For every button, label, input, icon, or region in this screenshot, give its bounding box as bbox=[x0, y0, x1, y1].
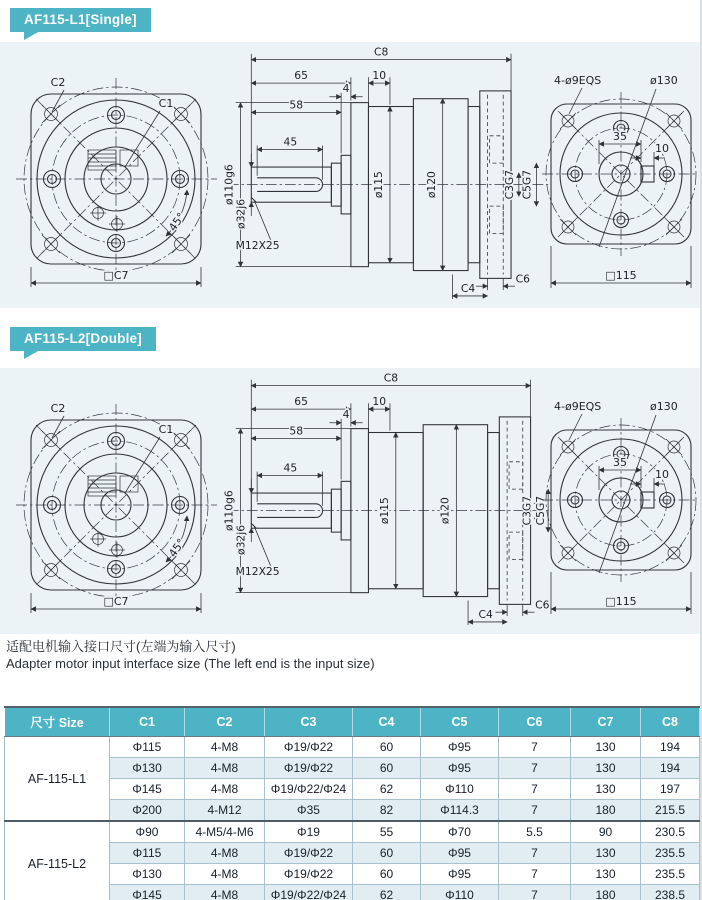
label-45: 45 bbox=[283, 461, 298, 475]
table-cell: 130 bbox=[571, 758, 641, 779]
section-badge-l2: AF115-L2[Double] bbox=[10, 327, 156, 351]
table-cell: Φ200 bbox=[110, 800, 185, 822]
table-cell: 4-M8 bbox=[185, 864, 265, 885]
table-row bbox=[5, 864, 700, 885]
label-dia120: ø120 bbox=[438, 497, 452, 525]
table-cell: 7 bbox=[499, 779, 571, 800]
table-cell: 4-M8 bbox=[185, 885, 265, 900]
table-cell: 90 bbox=[571, 821, 641, 843]
column-header-c1: C1 bbox=[110, 707, 185, 737]
label-dia130: ø130 bbox=[650, 400, 678, 413]
table-cell: Φ19/Φ22 bbox=[265, 843, 353, 864]
label-c5g7: C5G7 bbox=[534, 495, 548, 526]
table-cell: 235.5 bbox=[641, 843, 700, 864]
table-cell: Φ95 bbox=[421, 737, 499, 758]
table-cell: Φ35 bbox=[265, 800, 353, 822]
column-header-c7: C7 bbox=[571, 707, 641, 737]
table-cell: 60 bbox=[353, 843, 421, 864]
label-10: 10 bbox=[372, 69, 387, 83]
table-cell: Φ70 bbox=[421, 821, 499, 843]
table-cell: 55 bbox=[353, 821, 421, 843]
table-cell: 180 bbox=[571, 800, 641, 822]
label-c6: C6 bbox=[535, 598, 550, 612]
label-45deg: 45° bbox=[166, 210, 189, 234]
label-c4: C4 bbox=[478, 608, 493, 622]
table-cell: Φ19/Φ22/Φ24 bbox=[265, 779, 353, 800]
column-header-c4: C4 bbox=[353, 707, 421, 737]
table-cell: Φ95 bbox=[421, 843, 499, 864]
table-cell: Φ110 bbox=[421, 779, 499, 800]
table-cell: Φ19/Φ22 bbox=[265, 864, 353, 885]
label-35: 35 bbox=[613, 130, 627, 143]
caption-en: Adapter motor input interface size (The left end is the input size) bbox=[6, 656, 375, 671]
table-cell: Φ145 bbox=[110, 779, 185, 800]
front-view-drawing-l2 bbox=[14, 370, 219, 630]
label-pilot-dia: ø110g6 bbox=[222, 490, 236, 531]
table-cell: 194 bbox=[641, 737, 700, 758]
label-c2: C2 bbox=[50, 402, 66, 415]
label-c3g7: C3G7 bbox=[502, 169, 516, 200]
side-view-drawing-l1 bbox=[222, 40, 554, 299]
table-cell: 5.5 bbox=[499, 821, 571, 843]
label-65: 65 bbox=[294, 69, 308, 83]
label-10r: 10 bbox=[655, 142, 669, 155]
table-cell: 197 bbox=[641, 779, 700, 800]
table-cell: 60 bbox=[353, 864, 421, 885]
table-cell: Φ19/Φ22 bbox=[265, 758, 353, 779]
label-58: 58 bbox=[289, 98, 304, 112]
caption-zh: 适配电机输入接口尺寸(左端为输入尺寸) bbox=[6, 639, 236, 654]
spec-table bbox=[4, 706, 700, 900]
table-row bbox=[5, 758, 700, 779]
table-cell: 82 bbox=[353, 800, 421, 822]
label-c1: C1 bbox=[158, 423, 174, 436]
table-cell: 60 bbox=[353, 737, 421, 758]
table-cell: 7 bbox=[499, 885, 571, 900]
table-cell: 7 bbox=[499, 843, 571, 864]
label-4: 4 bbox=[342, 407, 350, 421]
table-cell: 4-M8 bbox=[185, 758, 265, 779]
table-row bbox=[5, 885, 700, 900]
table-cell: 4-M8 bbox=[185, 737, 265, 758]
rear-view-drawing-l1 bbox=[542, 44, 700, 304]
table-row bbox=[5, 821, 700, 843]
label-shaft-dia: ø32j6 bbox=[234, 198, 248, 229]
table-cell: 60 bbox=[353, 758, 421, 779]
label-65: 65 bbox=[294, 395, 308, 409]
front-keyway-detail bbox=[88, 476, 138, 558]
table-cell: Φ115 bbox=[110, 737, 185, 758]
section-badge-l1: AF115-L1[Single] bbox=[10, 8, 151, 32]
table-cell: Φ95 bbox=[421, 864, 499, 885]
table-cell: 130 bbox=[571, 779, 641, 800]
label-dia130: ø130 bbox=[650, 74, 678, 87]
table-cell: Φ19 bbox=[265, 821, 353, 843]
label-10r: 10 bbox=[655, 468, 669, 481]
label-c6: C6 bbox=[515, 272, 530, 286]
front-view-drawing-l1 bbox=[14, 44, 219, 304]
label-c4: C4 bbox=[460, 282, 476, 296]
table-cell: 194 bbox=[641, 758, 700, 779]
table-cell: 7 bbox=[499, 758, 571, 779]
label-tap: M12X25 bbox=[235, 239, 280, 253]
column-header-c2: C2 bbox=[185, 707, 265, 737]
label-c7: □C7 bbox=[103, 269, 129, 282]
label-c1: C1 bbox=[158, 97, 174, 110]
size-group-label: AF-115-L2 bbox=[5, 821, 110, 900]
label-4: 4 bbox=[342, 81, 350, 95]
label-c7: □C7 bbox=[103, 595, 129, 608]
column-header-c8: C8 bbox=[641, 707, 700, 737]
label-c2: C2 bbox=[50, 76, 66, 89]
front-keyway-detail bbox=[88, 150, 138, 232]
label-58: 58 bbox=[289, 424, 304, 438]
label-dia120: ø120 bbox=[424, 171, 438, 199]
table-cell: 7 bbox=[499, 737, 571, 758]
size-group-label: AF-115-L1 bbox=[5, 737, 110, 822]
table-cell: 235.5 bbox=[641, 864, 700, 885]
table-cell: 4-M12 bbox=[185, 800, 265, 822]
label-c8: C8 bbox=[374, 45, 389, 59]
table-cell: Φ95 bbox=[421, 758, 499, 779]
label-eqs: 4-ø9EQS bbox=[554, 400, 602, 413]
table-cell: 130 bbox=[571, 864, 641, 885]
table-cell: 62 bbox=[353, 779, 421, 800]
label-shaft-dia: ø32j6 bbox=[234, 524, 248, 555]
label-pilot-dia: ø110g6 bbox=[222, 164, 236, 205]
table-cell: Φ130 bbox=[110, 864, 185, 885]
table-row bbox=[5, 800, 700, 822]
table-cell: 215.5 bbox=[641, 800, 700, 822]
drawing-panel-l2 bbox=[0, 368, 702, 634]
table-cell: 238.5 bbox=[641, 885, 700, 900]
label-10: 10 bbox=[372, 395, 387, 409]
table-header-row bbox=[5, 707, 700, 737]
side-view-drawing-l2 bbox=[222, 366, 554, 625]
table-cell: Φ90 bbox=[110, 821, 185, 843]
table-cell: 7 bbox=[499, 800, 571, 822]
table-cell: 4-M8 bbox=[185, 843, 265, 864]
table-cell: 230.5 bbox=[641, 821, 700, 843]
column-header-c6: C6 bbox=[499, 707, 571, 737]
label-45: 45 bbox=[283, 135, 298, 149]
label-c3g7: C3G7 bbox=[520, 495, 534, 526]
label-eqs: 4-ø9EQS bbox=[554, 74, 602, 87]
table-cell: 180 bbox=[571, 885, 641, 900]
table-row bbox=[5, 843, 700, 864]
label-dia115: ø115 bbox=[372, 171, 386, 199]
table-cell: 7 bbox=[499, 864, 571, 885]
label-35: 35 bbox=[613, 456, 627, 469]
drawing-panel-l1 bbox=[0, 42, 702, 308]
label-sq115: □115 bbox=[605, 269, 637, 282]
label-tap: M12X25 bbox=[235, 565, 280, 579]
label-c8: C8 bbox=[383, 371, 399, 385]
spec-table-body bbox=[5, 737, 700, 900]
table-cell: 62 bbox=[353, 885, 421, 900]
table-cell: 4-M5/4-M6 bbox=[185, 821, 265, 843]
column-header-size: 尺寸 Size bbox=[5, 707, 110, 737]
column-header-c5: C5 bbox=[421, 707, 499, 737]
table-row bbox=[5, 737, 700, 758]
label-c5g7: C5G7 bbox=[520, 169, 534, 200]
table-cell: 130 bbox=[571, 737, 641, 758]
table-cell: Φ130 bbox=[110, 758, 185, 779]
rear-view-drawing-l2 bbox=[542, 370, 700, 630]
column-header-c3: C3 bbox=[265, 707, 353, 737]
table-cell: Φ110 bbox=[421, 885, 499, 900]
table-cell: Φ19/Φ22 bbox=[265, 737, 353, 758]
label-dia115: ø115 bbox=[378, 497, 391, 525]
table-cell: 4-M8 bbox=[185, 779, 265, 800]
table-cell: Φ145 bbox=[110, 885, 185, 900]
table-cell: Φ114.3 bbox=[421, 800, 499, 822]
label-sq115: □115 bbox=[605, 595, 637, 608]
table-cell: 130 bbox=[571, 843, 641, 864]
label-45deg: 45° bbox=[166, 536, 189, 560]
table-cell: Φ115 bbox=[110, 843, 185, 864]
table-cell: Φ19/Φ22/Φ24 bbox=[265, 885, 353, 900]
table-row bbox=[5, 779, 700, 800]
